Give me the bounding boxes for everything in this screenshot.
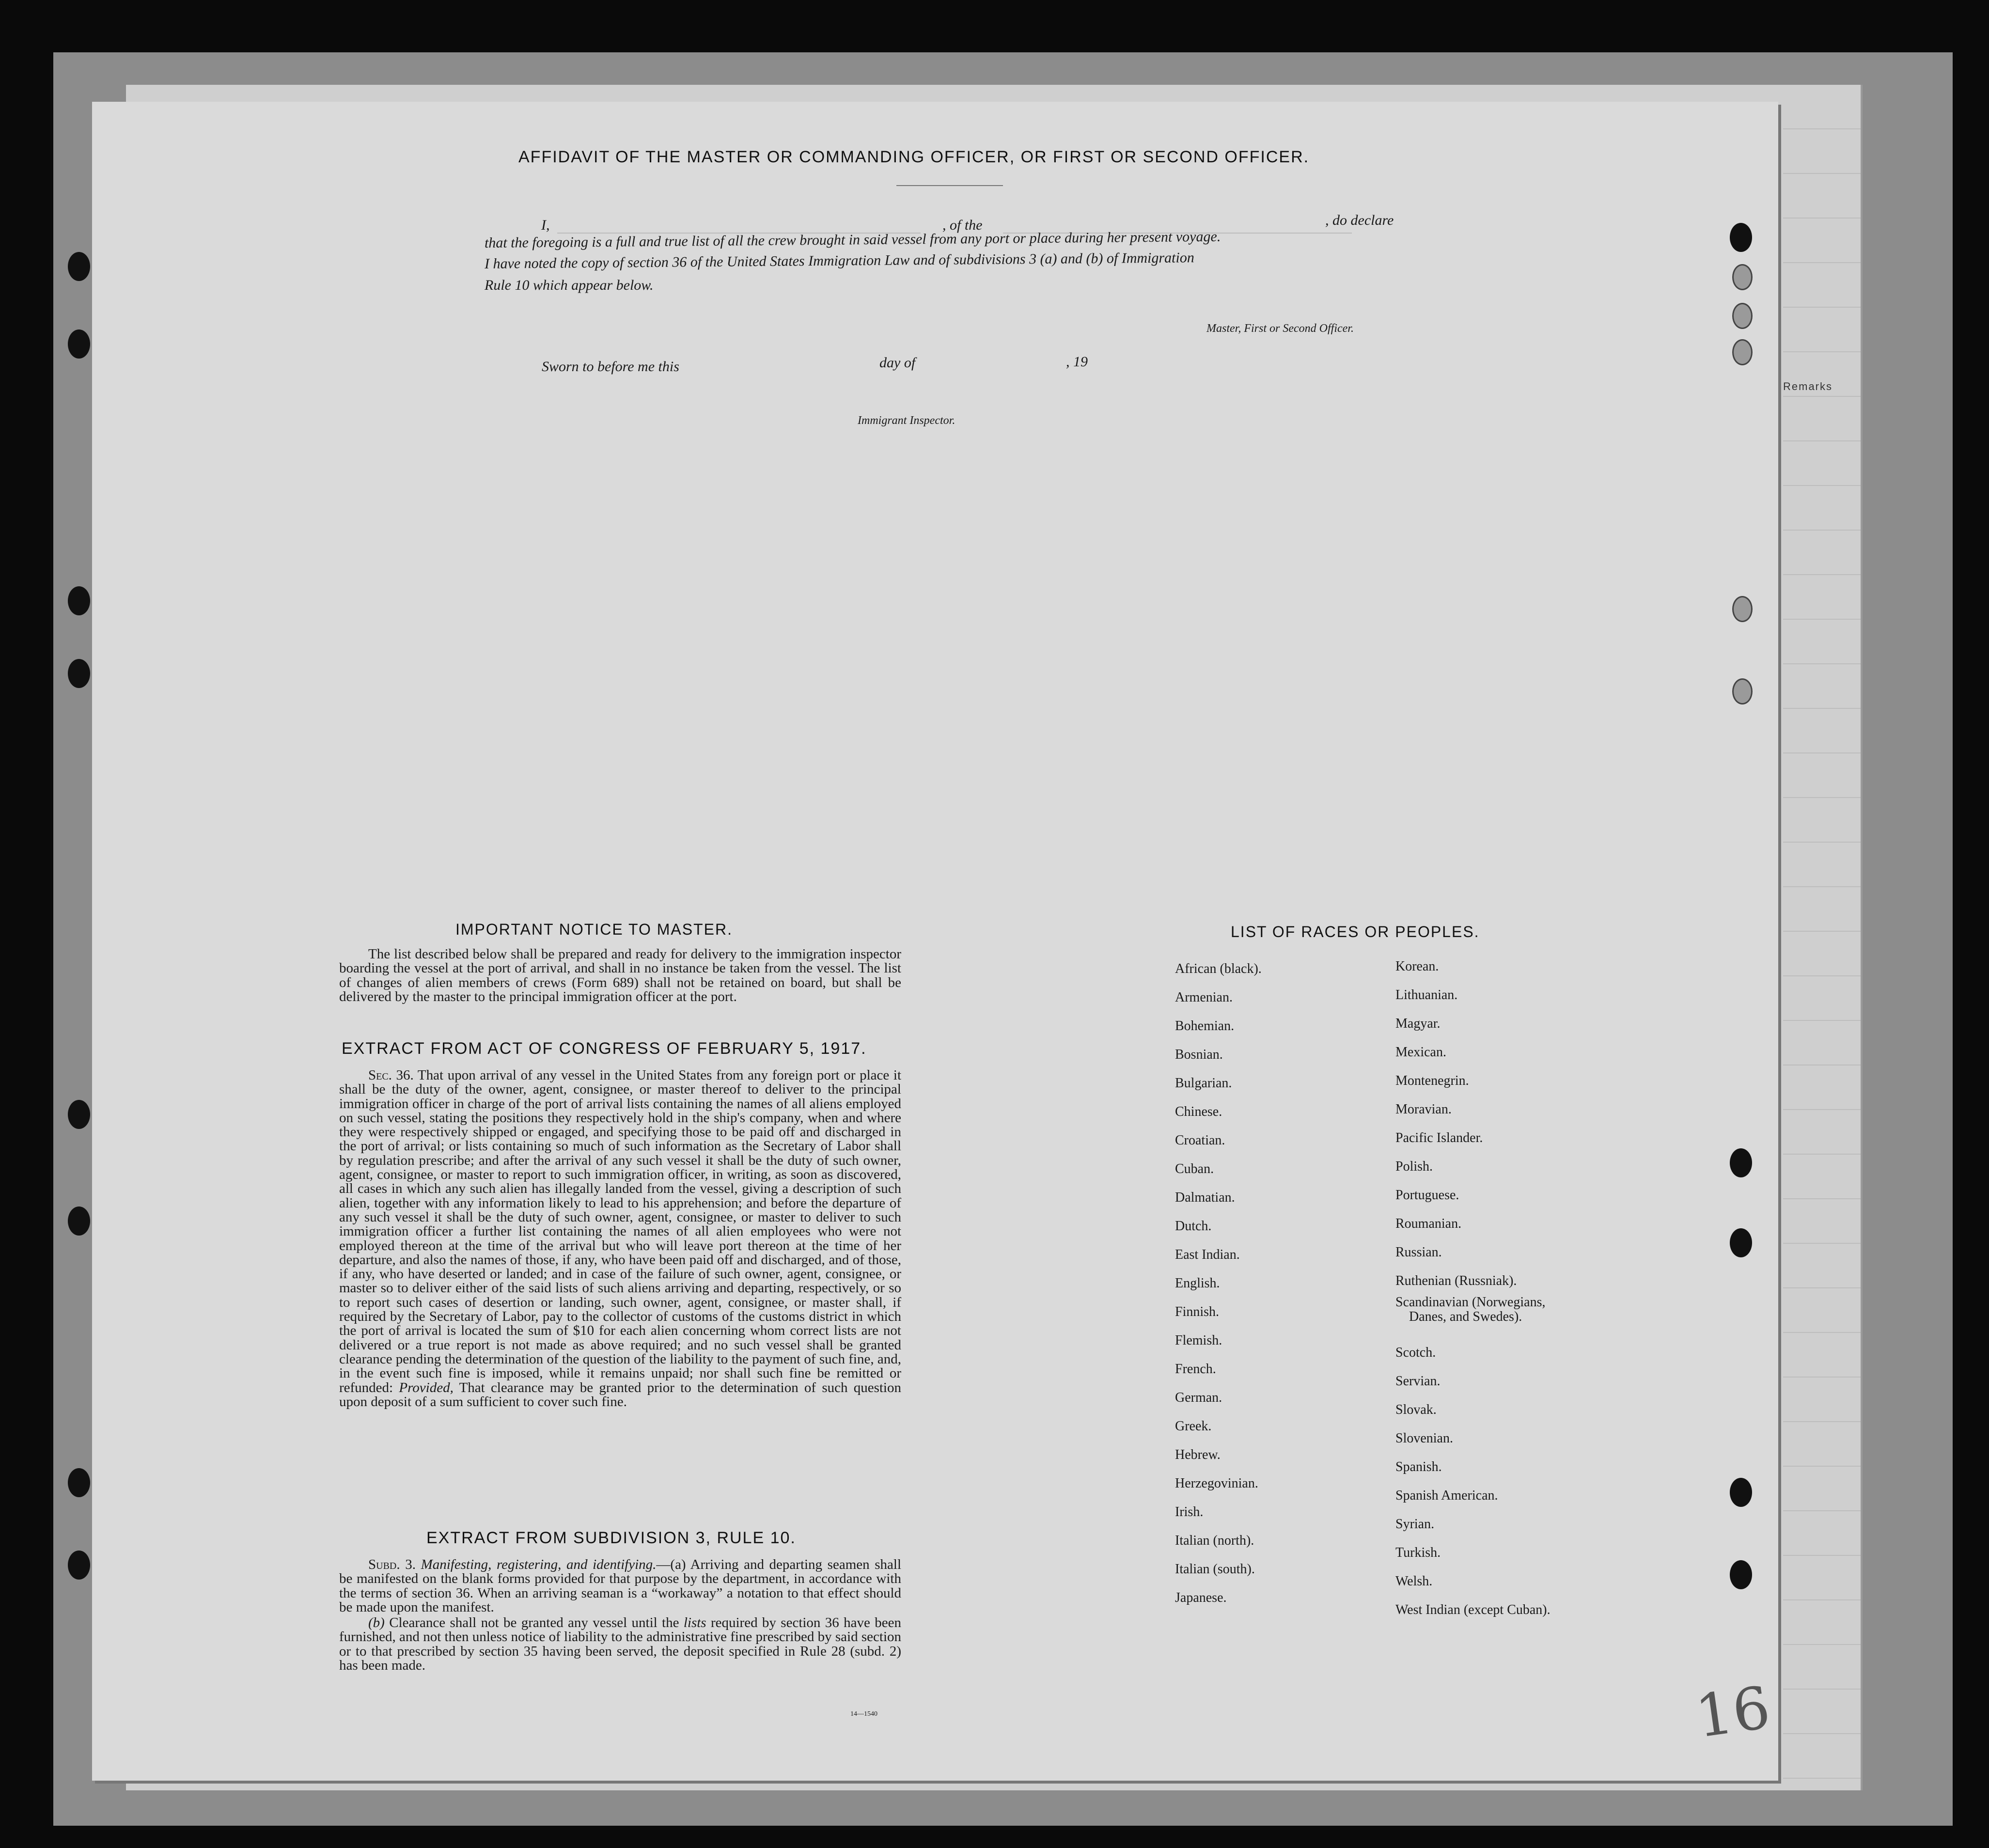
binder-hole bbox=[68, 1550, 90, 1580]
race-item: Slovenian. bbox=[1395, 1431, 1453, 1446]
race-item: Spanish American. bbox=[1395, 1488, 1498, 1503]
extract-rule-text-b bbox=[339, 1616, 901, 1673]
race-item: Russian. bbox=[1395, 1245, 1442, 1260]
extract-act-body-end: That clearance may be granted prior to the determination of such question upon deposit of a sum sufficient to cover such fine. bbox=[339, 1379, 901, 1409]
lists-word: lists bbox=[683, 1615, 706, 1630]
binder-hole bbox=[68, 1206, 90, 1236]
subd-body-b1: Clearance shall not be granted any vessel until the bbox=[389, 1615, 679, 1630]
sworn-label: Sworn to before me this bbox=[542, 359, 679, 375]
race-item: Finnish. bbox=[1175, 1304, 1220, 1319]
race-item: Hebrew. bbox=[1175, 1447, 1221, 1462]
affidavit-text-line-3: Rule 10 which appear below. bbox=[485, 277, 654, 293]
notice-title: IMPORTANT NOTICE TO MASTER. bbox=[455, 921, 733, 938]
race-item: Syrian. bbox=[1395, 1517, 1435, 1532]
race-item: Polish. bbox=[1395, 1159, 1433, 1174]
handwritten-page-number: 16 bbox=[1691, 1674, 1774, 1751]
race-item: Welsh. bbox=[1395, 1574, 1433, 1589]
race-item: Italian (south). bbox=[1175, 1562, 1255, 1577]
binder-hole bbox=[68, 1100, 90, 1129]
race-item: Armenian. bbox=[1175, 990, 1233, 1005]
extract-rule-title: EXTRACT FROM SUBDIVISION 3, RULE 10. bbox=[426, 1529, 796, 1547]
year-label: , 19 bbox=[1066, 354, 1088, 370]
binder-hole bbox=[68, 1468, 90, 1497]
race-item: Korean. bbox=[1395, 959, 1439, 974]
races-right-column bbox=[1395, 952, 1550, 1624]
title-divider bbox=[896, 185, 1003, 186]
race-item: Japanese. bbox=[1175, 1590, 1227, 1605]
binder-hole bbox=[68, 252, 90, 281]
race-item: Montenegrin. bbox=[1395, 1073, 1469, 1088]
extract-act-body: That upon arrival of any vessel in the United States from any foreign port or place it shall be the duty of the owner, agent, consignee, or master thereof to deliver to the principal immigration officer in charge of the port of arrival lists containing the names of all aliens employed on such vessel, stating the positions they respectively hold in the ship's company, when and where they were respectively shipped or engaged, and specifying those to be paid off and discharged in the port of arrival; or lists containing so much of such information as the Secretary of Labor shall by regulation prescribe; and after the arrival of any such vessel it shall be the duty of such owner, agent, consignee, or master to report to such immigration officer, in writing, as soon as discovered, all cases in which any such alien has illegally landed from the vessel, giving a description of such alien, together with any information likely to lead to his apprehension; and before the departure of any such vessel it shall be the duty of such owner, agent, consignee, or master to deliver to such immigration officer a further list containing the names of all alien employees who were not employed thereon at the time of the arrival but who will leave port thereon at the time of her departure, and also the names of those, if any, who have been paid off and discharged, and of those, if any, who have deserted or landed; and in case of the failure of such owner, agent, consignee, or master so to deliver either of the said lists of such aliens arriving and departing, respectively, or so to report such cases of desertion or landing, such owner, agent, consignee, or master shall, if required by the Secretary of Labor, pay to the collector of customs of the customs district in which the port of arrival is located the sum of $10 for each alien concerning whom correct lists are not delivered or a true report is not made as above required; and no such vessel shall be granted clearance pending the determination of the question of the liability to the payment of such fine, and, in the event such fine is imposed, while it remains unpaid; nor shall such fine be remitted or refunded: bbox=[339, 1067, 901, 1395]
race-item: Bosnian. bbox=[1175, 1047, 1223, 1062]
race-item: Herzegovinian. bbox=[1175, 1476, 1258, 1491]
race-item: Magyar. bbox=[1395, 1016, 1441, 1031]
race-item: Italian (north). bbox=[1175, 1533, 1254, 1548]
race-item: French. bbox=[1175, 1362, 1216, 1377]
races-title: LIST OF RACES OR PEOPLES. bbox=[1231, 923, 1480, 940]
race-item: Servian. bbox=[1395, 1374, 1441, 1389]
subd-heading: Manifesting, registering, and identifying. bbox=[421, 1557, 657, 1572]
race-item: Dalmatian. bbox=[1175, 1190, 1235, 1205]
binder-hole bbox=[1732, 303, 1753, 329]
race-item: Dutch. bbox=[1175, 1219, 1212, 1234]
binder-hole bbox=[68, 586, 90, 615]
form-number: 14—1540 bbox=[850, 1710, 877, 1718]
race-item: Flemish. bbox=[1175, 1333, 1222, 1348]
race-item: Ruthenian (Russniak). bbox=[1395, 1273, 1517, 1288]
race-item: Bohemian. bbox=[1175, 1018, 1235, 1034]
declarant-label: I, bbox=[541, 217, 550, 233]
remarks-column-label: Remarks bbox=[1783, 380, 1833, 392]
of-the-label: , of the bbox=[942, 217, 983, 233]
race-item: West Indian (except Cuban). bbox=[1395, 1602, 1550, 1617]
race-item: German. bbox=[1175, 1390, 1222, 1405]
race-item: English. bbox=[1175, 1276, 1220, 1291]
race-item: Spanish. bbox=[1395, 1459, 1442, 1474]
binder-hole bbox=[1730, 223, 1752, 252]
race-item: African (black). bbox=[1175, 961, 1262, 976]
race-item: Moravian. bbox=[1395, 1102, 1452, 1117]
affidavit-page bbox=[92, 102, 1778, 1781]
race-item: East Indian. bbox=[1175, 1247, 1240, 1262]
race-item: Danes, and Swedes). bbox=[1409, 1309, 1522, 1324]
binder-hole bbox=[1732, 339, 1753, 365]
race-item: Roumanian. bbox=[1395, 1216, 1462, 1231]
binder-hole bbox=[1732, 264, 1753, 290]
binder-hole bbox=[1730, 1560, 1752, 1589]
declare-label: , do declare bbox=[1325, 212, 1394, 228]
race-item: Chinese. bbox=[1175, 1104, 1222, 1119]
race-item: Croatian. bbox=[1175, 1133, 1225, 1148]
provided-label: Provided, bbox=[399, 1379, 454, 1395]
race-item: Turkish. bbox=[1395, 1545, 1441, 1560]
binder-hole bbox=[1732, 596, 1753, 622]
signature-caption: Master, First or Second Officer. bbox=[1206, 322, 1354, 335]
extract-rule-text-a bbox=[339, 1558, 901, 1614]
race-item: Bulgarian. bbox=[1175, 1076, 1232, 1091]
b-label: (b) bbox=[368, 1615, 385, 1630]
notice-text bbox=[339, 947, 901, 1004]
binder-hole bbox=[68, 659, 90, 688]
subd-label: Subd. 3. bbox=[368, 1557, 416, 1572]
extract-act-title: EXTRACT FROM ACT OF CONGRESS OF FEBRUARY 5, 1917. bbox=[342, 1039, 867, 1058]
race-item: Scandinavian (Norwegians, bbox=[1395, 1295, 1546, 1310]
binder-hole bbox=[68, 329, 90, 359]
extract-act-text bbox=[339, 1068, 901, 1409]
race-item: Portuguese. bbox=[1395, 1188, 1459, 1203]
day-of-label: day of bbox=[879, 355, 916, 371]
race-item: Mexican. bbox=[1395, 1045, 1446, 1060]
inspector-caption: Immigrant Inspector. bbox=[858, 414, 955, 427]
binder-hole bbox=[1732, 678, 1753, 705]
affidavit-text-line-2: I have noted the copy of section 36 of the United States Immigration Law and of subdivisions 3 (a) and (b) of Immigration bbox=[484, 250, 1194, 272]
races-left-column bbox=[1175, 955, 1262, 1612]
sec-label: Sec. 36. bbox=[368, 1067, 414, 1083]
race-item: Irish. bbox=[1175, 1504, 1204, 1519]
binder-hole bbox=[1730, 1478, 1752, 1507]
subd-body-a: —(a) Arriving and departing seamen shall be manifested on the blank forms provided for that purpose by the department, in accordance with the terms of section 36. When an arriving seaman is a “workaway” a notation to that effect should be made upon the manifest. bbox=[339, 1557, 901, 1615]
race-item: Slovak. bbox=[1395, 1402, 1437, 1417]
race-item: Scotch. bbox=[1395, 1345, 1436, 1360]
notice-body: The list described below shall be prepared and ready for delivery to the immigration inspector boarding the vessel at the port of arrival, and shall in no instance be taken from the vessel. The list of changes of alien members of crews (Form 689) shall not be retained on board, but shall be delivered by the master to the principal immigration officer at the port. bbox=[339, 946, 901, 1004]
affidavit-text-line-1: that the foregoing is a full and true list of all the crew brought in said vessel from any port or place during her present voyage. bbox=[484, 228, 1221, 251]
affidavit-title: AFFIDAVIT OF THE MASTER OR COMMANDING OFFICER, OR FIRST OR SECOND OFFICER. bbox=[518, 148, 1310, 166]
binder-hole bbox=[1730, 1148, 1752, 1177]
subd-body-b2: required by section 36 have been furnished, and not then unless notice of liability to the administrative fine prescribed by said section or to that prescribed by section 35 having been served, the deposit specified in Rule 28 (subd. 2) has been made. bbox=[339, 1615, 901, 1673]
binder-hole bbox=[1730, 1228, 1752, 1257]
underlying-ruled-column bbox=[1783, 85, 1861, 1790]
race-item: Cuban. bbox=[1175, 1161, 1214, 1176]
race-item: Pacific Islander. bbox=[1395, 1130, 1483, 1145]
race-item: Greek. bbox=[1175, 1419, 1212, 1434]
race-item: Lithuanian. bbox=[1395, 987, 1458, 1002]
